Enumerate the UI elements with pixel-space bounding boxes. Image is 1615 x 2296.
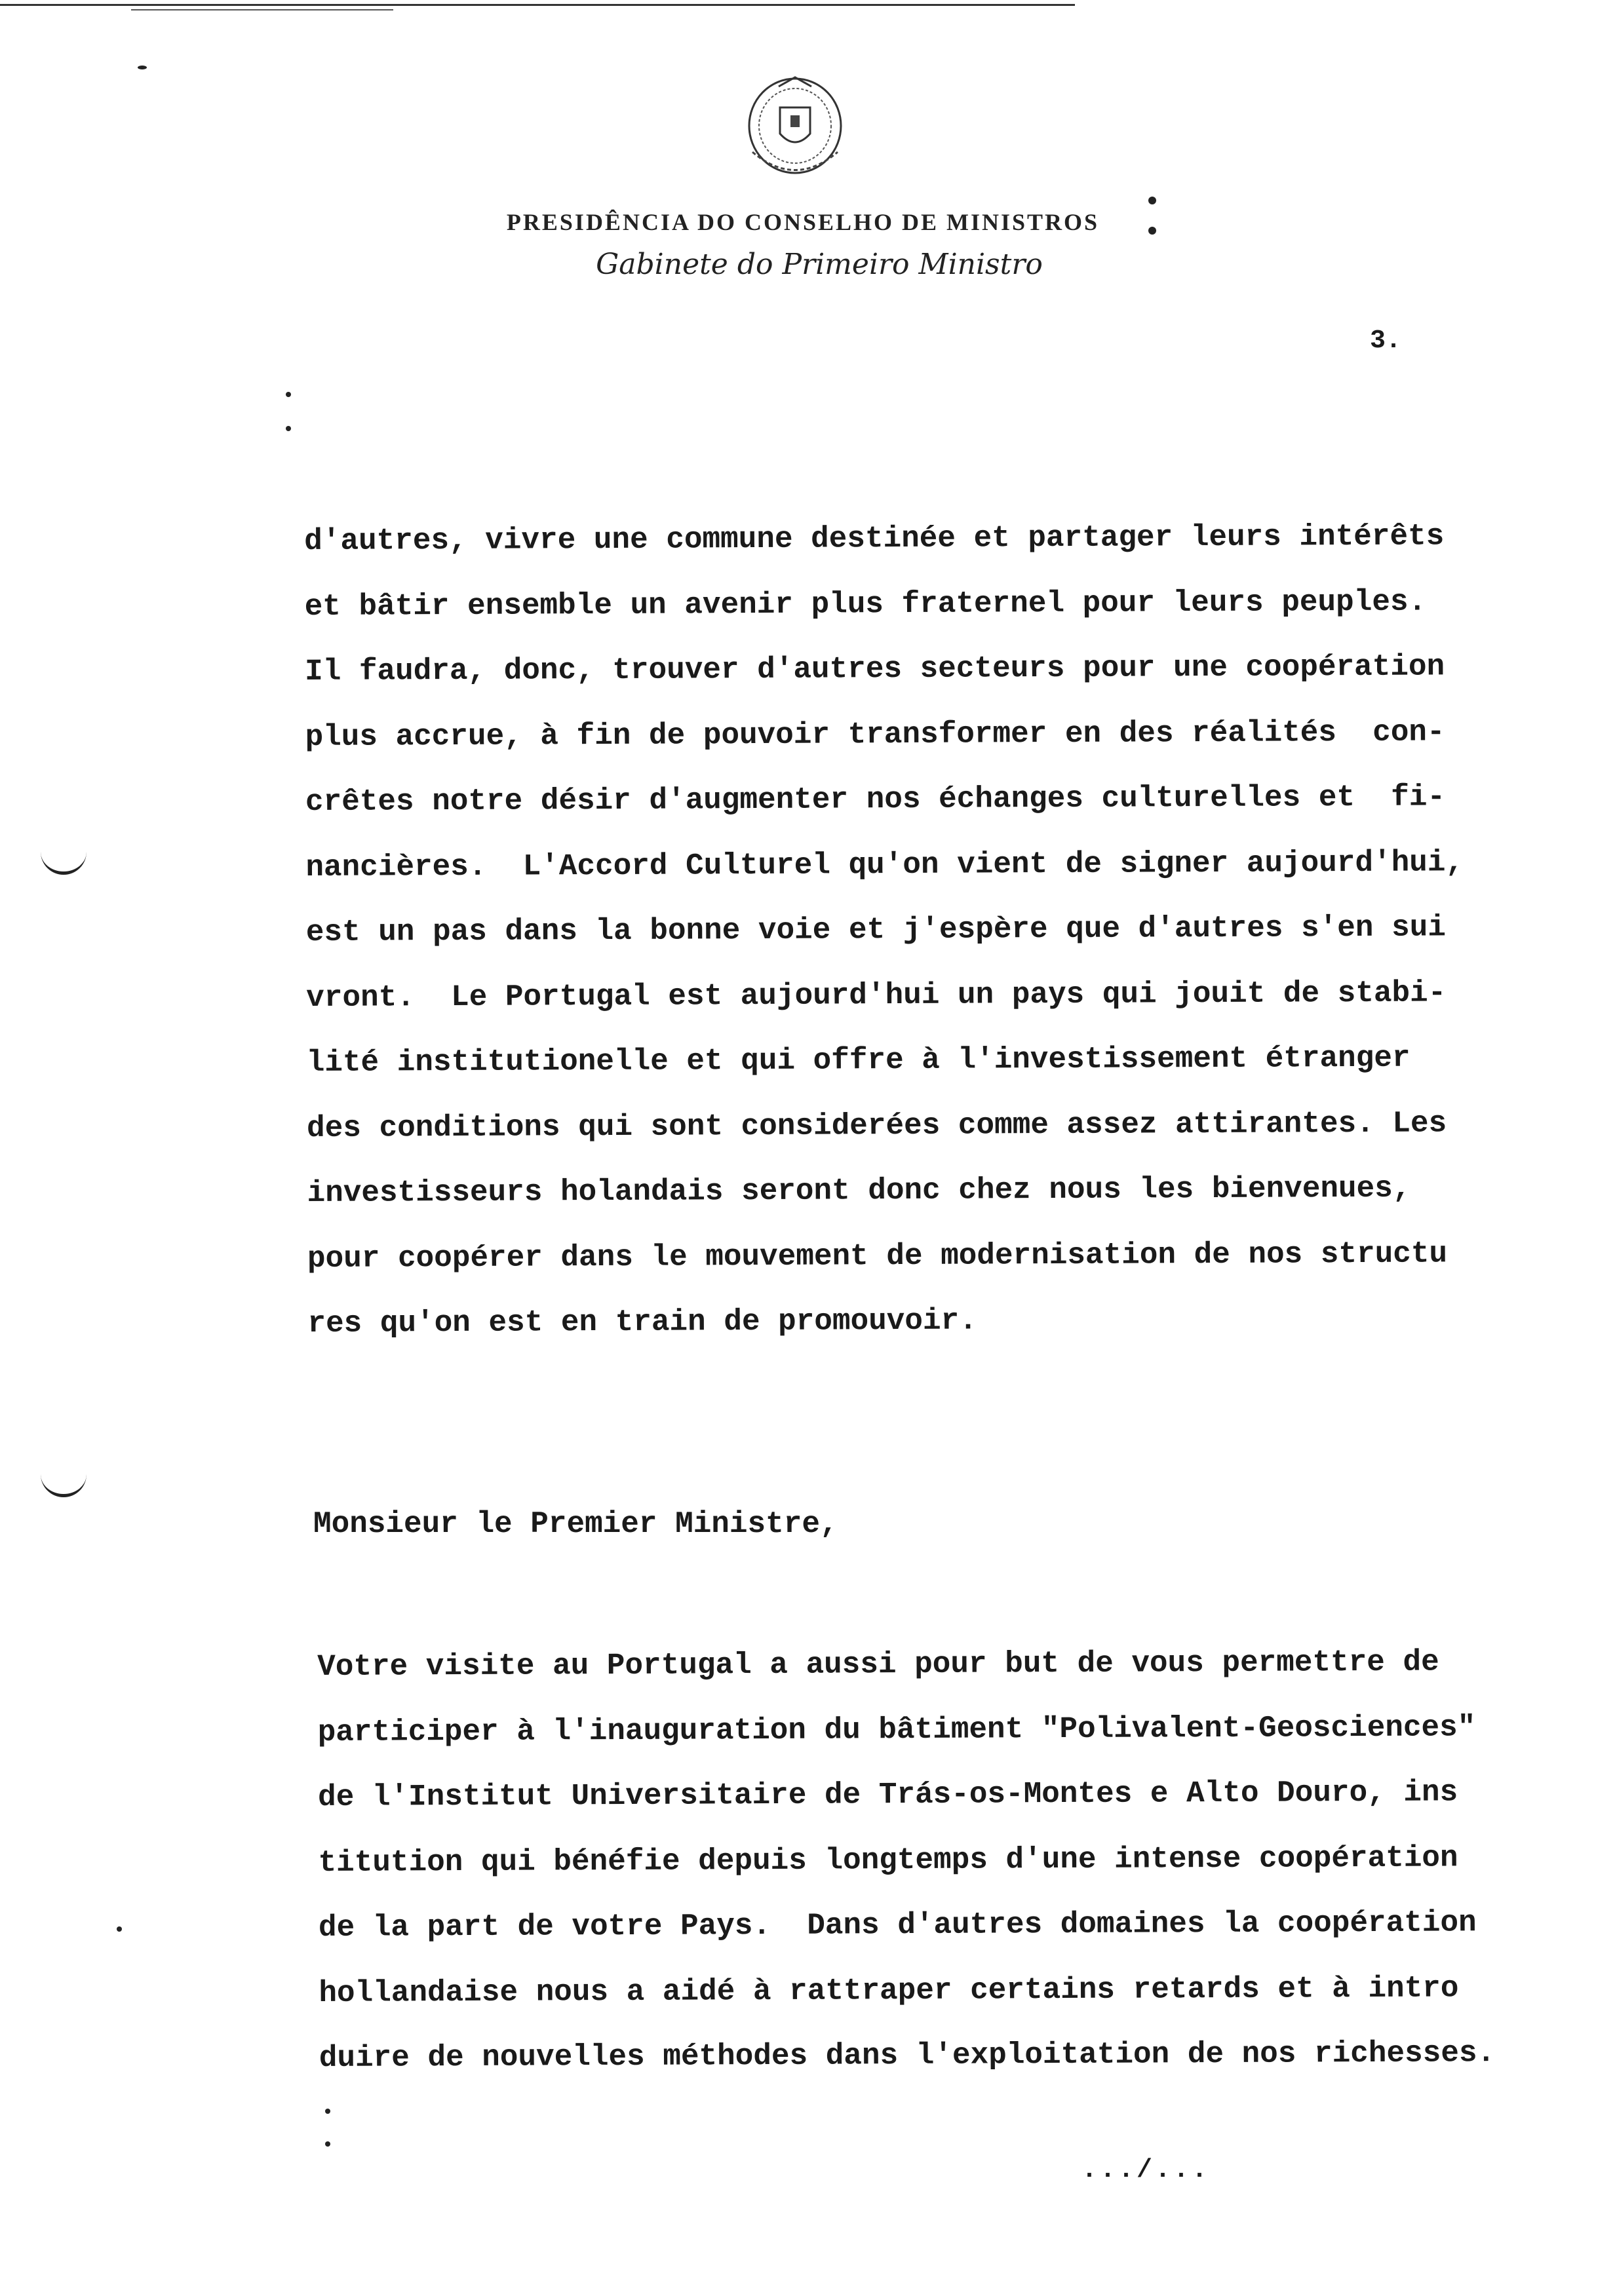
text-line: investisseurs holandais seront donc chez nous les bienvenues,	[307, 1171, 1411, 1210]
text-line: nancières. L'Accord Culturel qu'on vient de signer aujourd'hui,	[305, 845, 1464, 885]
scan-speck	[1148, 197, 1156, 204]
scan-speck	[117, 1926, 122, 1932]
text-line: Il faudra, donc, trouver d'autres secteurs pour une coopération	[304, 649, 1445, 689]
text-line: titution qui bénéfie depuis longtemps d'une intense coopération	[318, 1840, 1458, 1880]
text-line: est un pas dans la bonne voie et j'espère que d'autres s'en sui	[305, 910, 1447, 949]
continuation-mark: .../...	[1081, 2156, 1211, 2185]
scan-speck	[286, 392, 291, 397]
scan-speck	[1148, 227, 1156, 235]
paragraph-2	[317, 1629, 1597, 2091]
scan-speck	[138, 66, 147, 69]
coat-of-arms-seal-icon	[739, 73, 851, 198]
text-line: crêtes notre désir d'augmenter nos échanges culturelles et fi-	[305, 780, 1446, 819]
punch-hole-mark	[41, 845, 87, 875]
text-line: vront. Le Portugal est aujourd'hui un pays qui jouit de stabi-	[306, 975, 1447, 1015]
salutation: Monsieur le Premier Ministre,	[313, 1507, 838, 1541]
text-line: pour coopérer dans le mouvement de modernisation de nos structu	[307, 1236, 1448, 1276]
scan-speck	[286, 426, 291, 431]
text-line: plus accrue, à fin de pouvoir transformer en des réalités con-	[305, 714, 1445, 754]
top-rule	[0, 4, 1075, 6]
office-title: PRESIDÊNCIA DO CONSELHO DE MINISTROS	[506, 209, 1100, 235]
office-subtitle-script: Gabinete do Primeiro Ministro	[596, 248, 1043, 281]
text-line: d'autres, vivre une commune destinée et partager leurs intérêts	[304, 519, 1445, 558]
text-line: et bâtir ensemble un avenir plus fraternel pour leurs peuples.	[304, 584, 1427, 624]
text-line: de l'Institut Universitaire de Trás-os-Montes e Alto Douro, ins	[317, 1775, 1458, 1814]
page-number: 3.	[1370, 326, 1402, 356]
text-line: duire de nouvelles méthodes dans l'exploitation de nos richesses.	[319, 2036, 1496, 2075]
punch-hole-mark	[41, 1468, 87, 1497]
text-line: lité institutionelle et qui offre à l'investissement étranger	[306, 1041, 1411, 1080]
text-line: hollandaise nous a aidé à rattraper certains retards et à intro	[319, 1970, 1459, 2010]
scan-speck	[325, 2109, 330, 2114]
top-rule-secondary	[131, 9, 393, 10]
paragraph-1	[304, 503, 1586, 1356]
text-line: participer à l'inauguration du bâtiment "Polivalent-Geosciences"	[317, 1710, 1476, 1750]
text-line: de la part de votre Pays. Dans d'autres domaines la coopération	[318, 1905, 1477, 1945]
scan-speck	[325, 2141, 330, 2147]
text-line: des conditions qui sont considerées comme assez attirantes. Les	[307, 1105, 1447, 1145]
text-line: res qu'on est en train de promouvoir.	[307, 1303, 977, 1341]
text-line: Votre visite au Portugal a aussi pour but de vous permettre de	[317, 1645, 1439, 1684]
